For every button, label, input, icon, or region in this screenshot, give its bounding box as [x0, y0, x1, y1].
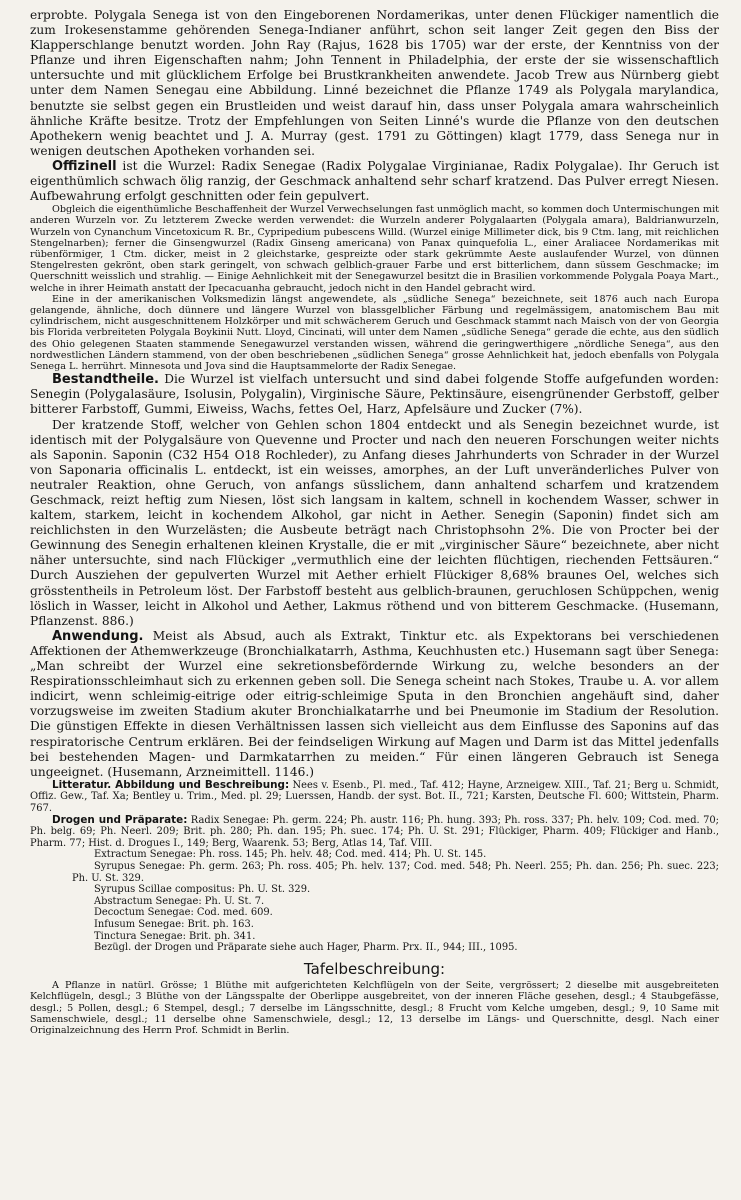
tafelbeschreibung-text: A Pflanze in natürl. Grösse; 1 Blüthe mit aufgerichteten Kelchflügeln von der Seite, vergrössert; 2 dieselbe mit ausgebreiteten Kelchflügeln, desgl.; 3 Blüthe von der Längsspalte der Oberlippe ausgebreitet, von der inneren Fläche gesehen, desgl.; 4 Staubgefässe, desgl.; 5 Pollen, desgl.; 6 Stempel, desgl.; 7 derselbe im Längsschnitte, desgl.; 8 Frucht vom Kelche umgeben, desgl.; 9, 10 Same mit Samenschwiele, desgl.; 11 derselbe ohne Samenschwiele, desgl.; 12, 13 derselbe im Längs- und Querschnitte, desgl. Nach einer Originalzeichnung des Herrn Prof. Schmidt in Berlin. [30, 979, 719, 1037]
offizinell-text: ist die Wurzel: Radix Senegae (Radix Polygalae Virginianae, Radix Polygalae). Ihr Geruch ist eigenthümlich schwach ölig ranzig, der Geschmack anhaltend sehr scharf kratzend. Das Pulver erregt Niesen. Aufbewahrung erfolgt geschnitten oder fein gepulvert. [30, 158, 719, 204]
bestandtheile-paragraph [30, 372, 719, 417]
prep-bezuegl: Bezügl. der Drogen und Präparate siehe auch Hager, Pharm. Prx. II., 944; III., 1095. [94, 942, 518, 954]
drogen-paragraph [30, 815, 719, 850]
prep-syrupus-scillae: Syrupus Scillae compositus: Ph. U. St. 329. [94, 884, 311, 896]
litteratur-heading: Litteratur. [52, 778, 112, 791]
prep-abstractum: Abstractum Senegae: Ph. U. St. 7. [94, 895, 265, 907]
prep-tinctura: Tinctura Senegae: Brit. ph. 341. [94, 930, 256, 942]
tafelbeschreibung-heading: Tafelbeschreibung: [303, 959, 446, 978]
drogen-text: Radix Senegae: Ph. germ. 224; Ph. austr. 116; Ph. hung. 393; Ph. ross. 337; Ph. helv. 109; Cod. med. 70; Ph. belg. 69; Ph. Neerl. 209; Brit. ph. 280; Ph. dan. 195; Ph. suec. 174; Ph. U. St. 291; Flückiger, Pharm. 409; Flückiger and Hanb., Pharm. 77; Hist. d. Drogues I., 149; Berg, Waarenk. 53; Berg, Atlas 14, Taf. VIII. [30, 814, 719, 849]
southern-senega-note: Eine in der amerikanischen Volksmedizin längst angewendete, als „südliche Senega“ bezeichnete, seit 1876 auch nach Europa gelangende, ähnliche, doch dünnere und längere Wurzel von blassgelblicher Färbung und regelmässigem, anatomischem Bau mit cylindrischem, nicht ausgeschnittenem Holzkörper und mit schwächerem Geruch und Geschmack stammt nach Maisch von der von Georgia bis Florida verbreiteten Polygala Boykinii Nutt. Lloyd, Cincinati, will unter dem Namen „südliche Senega“ gerade die echte, aus den südlich des Ohio gelegenen Staaten stammende Senegawurzel verstanden wissen, während die geringwerthigere „nördliche Senega“, aus den nordwestlichen Ländern stammend, von der oben beschriebenen „südlichen Senega“ grosse Aehnlichkeit hat, jedoch ebenfalls von Polygala Senega L. herrührt. Minnesota und Jova sind die Hauptsammelorte der Radix Senegae. [30, 293, 719, 373]
litteratur-paragraph [30, 780, 719, 815]
adulteration-note: Obgleich die eigenthümliche Beschaffenheit der Wurzel Verwechselungen fast unmöglich macht, so kommen doch Untermischungen mit anderen Wurzeln vor. Zu letzterem Zwecke werden verwendet: die Wurzeln anderer Polygalaarten (Polygala amara), Baldrianwurzeln, Wurzeln von Cynanchum Vincetoxicum R. Br., Cypripedium pubescens Willd. (Wurzel einige Millimeter dick, bis 9 Ctm. lang, mit reichlichen Stengelnarben); ferner die Ginsengwurzel (Radix Ginseng americana) von Panax quinquefolia L., einer Araliacee Nordamerikas mit rübenförmiger, 1 Ctm. dicker, meist in 2 gleichstarke, gespreizte oder stark gekrümmte Aeste auslaufender Wurzel, von dünnen Stengelresten gekrönt, oben stark geringelt, von schwach gelblich-grauer Farbe und erst bitterlichem, dann süssem Geschmacke; im Querschnitt weisslich und strahlig. — Einige Aehnlichkeit mit der Senegawurzel besitzt die in Brasilien vorkommende Polygala Poaya Mart., welche in ihrer Heimath anstatt der Ipecacuanha gebraucht, jedoch nicht in den Handel gebracht wird. [30, 204, 719, 294]
prep-syrupus: Syrupus Senegae: Ph. germ. 263; Ph. ross. 405; Ph. helv. 137; Cod. med. 548; Ph. Neerl. 255; Ph. dan. 256; Ph. suec. 223; Ph. U. St. 329. [72, 860, 719, 884]
prep-decoctum: Decoctum Senegae: Cod. med. 609. [94, 907, 273, 919]
anwendung-paragraph [30, 629, 719, 780]
litteratur-text: Nees v. Esenb., Pl. med., Taf. 412; Hayne, Arzneigew. XIII., Taf. 21; Berg u. Schmidt, Offiz. Gew., Taf. Xa; Bentley u. Trim., Med. pl. 29; Luerssen, Handb. der syst. Bot. II., 721; Karsten, Deutsche Fl. 600; Wittstein, Pharm. 767. [30, 779, 719, 814]
anwendung-text: Meist als Absud, auch als Extrakt, Tinktur etc. als Expektorans bei verschiedenen Affektionen der Athemwerkzeuge (Bronchialkatarrh, Asthma, Keuchhusten etc.) Husemann sagt über Senega: „Man schreibt der Wurzel eine sekretionsbefördernde Wirkung zu, welche besonders an der Respirationsschleimhaut sich zu erkennen geben soll. Die Senega scheint nach Stokes, Traube u. A. vor allem indicirt, wenn schleimig-eitrige oder eitrig-schleimige Sputa in den Bronchien angehäuft sind, daher vorzugsweise im zweiten Stadium akuter Bronchialkatarrhe und bei Pneumonie im Stadium der Resolution. Die günstigen Effekte in diesen Verhältnissen lassen sich vielleicht aus dem Einflusse des Saponins auf das respiratorische Centrum erklären. Bei der feindseligen Wirkung auf Magen und Darm ist das Mittel jedenfalls bei bestehenden Magen- und Darmkatarrhen zu meiden.“ Für einen längeren Gebrauch ist Senega ungeeignet. (Husemann, Arzneimittell. 1146.) [30, 628, 719, 779]
anwendung-heading: Anwendung. [52, 628, 144, 644]
offizinell-paragraph [30, 159, 719, 204]
litteratur-subheading: Abbildung und Beschreibung: [111, 778, 290, 791]
offizinell-heading: Offizinell [52, 158, 117, 174]
drogen-heading: Drogen und Präparate: [52, 813, 188, 826]
history-paragraph: erprobte. Polygala Senega ist von den Eingeborenen Nordamerikas, unter denen Flückiger namentlich die zum Irokesenstamme gehörenden Senega-Indianer anführt, schon seit langer Zeit gegen den Biss der Klapperschlange benutzt worden. John Ray (Rajus, 1628 bis 1705) war der erste, der Kenntniss von der Pflanze und ihren Eigenschaften nahm; John Tennent in Philadelphia, der erste der sie wissenschaftlich untersuchte und mit glücklichem Erfolge bei Brustkrankheiten anwendete. Jacob Trew aus Nürnberg giebt unter dem Namen Senegau eine Abbildung. Linné bezeichnet die Pflanze 1749 als Polygala marylandica, benutzte sie selbst gegen ein Brustleiden und weist darauf hin, dass unser Polygala amara wahrscheinlich ähnliche Kräfte besitze. Trotz der Empfehlungen von Seiten Linné's wurde die Pflanze von den deutschen Apothekern wenig beachtet und J. A. Murray (gest. 1791 zu Göttingen) klagt 1779, dass Senega nur in wenigen deutschen Apotheken vorhanden sei. [30, 8, 719, 158]
prep-extractum: Extractum Senegae: Ph. ross. 145; Ph. helv. 48; Cod. med. 414; Ph. U. St. 145. [94, 849, 487, 861]
bestandtheile-text: Die Wurzel ist vielfach untersucht und sind dabei folgende Stoffe aufgefunden worden: Senegin (Polygalasäure, Isolusin, Polygalin), Virginische Säure, Pektinsäure, eisengrünender Gerbstoff, gelber bitterer Farbstoff, Gummi, Eiweiss, Wachs, fettes Oel, Harz, Apfelsäure und Zucker (7%). [30, 372, 719, 417]
bestandtheile-heading: Bestandtheile. [52, 372, 159, 388]
saponin-paragraph: Der kratzende Stoff, welcher von Gehlen schon 1804 entdeckt und als Senegin bezeichnet wurde, ist identisch mit der Polygalsäure von Quevenne und Procter und nach den neueren Forschungen weiter nichts als Saponin. Saponin (C32 H54 O18 Rochleder), zu Anfang dieses Jahrhunderts von Schrader in der Wurzel von Saponaria officinalis L. entdeckt, ist ein weisses, amorphes, an der Luft unveränderliches Pulver von neutraler Reaktion, ohne Geruch, von anfangs süsslichem, dann anhaltend scharfem und kratzendem Geschmack, reizt heftig zum Niesen, löst sich langsam in kaltem, schnell in kochendem Wasser, schwer in kaltem, starkem, leicht in kochendem Alkohol, gar nicht in Aether. Senegin (Saponin) findet sich am reichlichsten in den Wurzelästen; die Ausbeute beträgt nach Christophsohn 2%. Die von Procter bei der Gewinnung des Senegin erhaltenen kleinen Krystalle, die er mit „virginischer Säure“ bezeichnete, aber nicht näher untersuchte, sind nach Flückiger „vermuthlich eine der leichten flüchtigen, riechenden Fettsäuren.“ Durch Ausziehen der gepulverten Wurzel mit Aether erhielt Flückiger 8,68% braunes Oel, welches sich grösstentheils in Petroleum löst. Der Farbstoff besteht aus gelblich-braunen, geruchlosen Schüppchen, wenig löslich in Wasser, leicht in Alkohol und Aether, Lakmus röthend und von bitterem Geschmacke. (Husemann, Pflanzenst. 886.) [30, 417, 719, 628]
prep-infusum: Infusum Senegae: Brit. ph. 163. [94, 918, 254, 930]
